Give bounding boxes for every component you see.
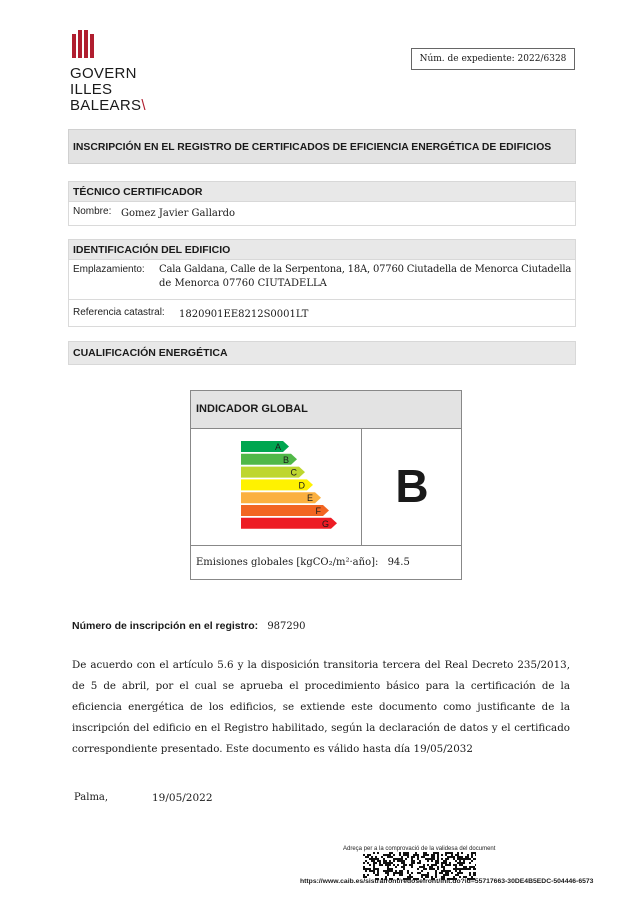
logo-text	[70, 66, 146, 114]
verification-url[interactable]: https://www.caib.es/sistrafront/redosefront/init.do?id=55717663-30DE4B5EDC-504446-6573	[300, 878, 594, 885]
logo-line-2: ILLES	[70, 81, 113, 98]
energy-band-label-a: A	[274, 442, 281, 452]
energy-scale-chart	[191, 428, 361, 545]
emissions-label: Emisiones globales [kgCO₂/m²·año]:	[196, 557, 379, 568]
indicator-heading: INDICADOR GLOBAL	[191, 391, 461, 429]
energy-band-label-d: D	[298, 480, 305, 491]
energy-band-label-e: E	[306, 493, 313, 504]
cualificacion-heading: CUALIFICACIÓN ENERGÉTICA	[68, 341, 576, 365]
energy-band-label-f: F	[315, 506, 321, 516]
indicator-table	[190, 390, 462, 580]
registration-label: Número de inscripción en el registro:	[72, 620, 259, 632]
logo-slash-icon: \	[141, 97, 146, 114]
registration-number: 987290	[267, 621, 306, 632]
location-row	[68, 260, 576, 300]
signature-place: Palma,	[74, 792, 109, 803]
page-title: INSCRIPCIÓN EN EL REGISTRO DE CERTIFICADOS DE EFICIENCIA ENERGÉTICA DE EDIFICIOS	[68, 129, 576, 164]
name-value: Gomez Javier Gallardo	[121, 208, 236, 219]
cadastral-row	[68, 300, 576, 327]
tecnico-heading: TÉCNICO CERTIFICADOR	[68, 181, 576, 202]
emissions-row	[191, 545, 461, 579]
edificio-heading: IDENTIFICACIÓN DEL EDIFICIO	[68, 239, 576, 260]
logo-line-3-text: BALEARS	[70, 97, 142, 114]
signature-date: 19/05/2022	[152, 792, 213, 804]
verification-caption: Adreça per a la comprovació de la validesa del document	[343, 846, 496, 852]
registration-line	[72, 620, 306, 632]
govern-logo	[70, 30, 146, 114]
location-value	[159, 263, 574, 291]
emissions-value: 94.5	[387, 557, 410, 568]
location-line-1: Cala Galdana, Calle de la Serpentona, 18A, 07760 Ciutadella de Menorca Ciutadella	[159, 264, 572, 275]
barcode-icon	[363, 852, 476, 881]
location-label: Emplazamiento:	[73, 264, 145, 275]
energy-scale	[191, 428, 362, 545]
logo-line-1: GOVERN	[70, 65, 137, 82]
energy-band-label-c: C	[290, 467, 297, 478]
expediente-number: Núm. de expediente: 2022/6328	[411, 48, 575, 70]
energy-rating: B	[395, 460, 429, 512]
tecnico-name-row	[68, 202, 576, 226]
energy-band-a	[241, 441, 289, 452]
name-label: Nombre:	[73, 206, 112, 217]
location-line-2: de Menorca 07760 CIUTADELLA	[159, 278, 327, 289]
cadastral-label: Referencia catastral:	[73, 307, 165, 318]
energy-band-label-b: B	[282, 454, 289, 465]
cadastral-value: 1820901EE8212S0001LT	[179, 309, 309, 320]
coat-of-arms-icon	[70, 30, 94, 60]
logo-line-3	[70, 98, 146, 114]
legal-paragraph: De acuerdo con el artículo 5.6 y la disposición transitoria tercera del Real Decreto 235/2013, de 5 de abril, por el cual se aprueba el procedimiento básico para la certificación de la eficiencia energética de los edificios, se extiende este documento como justificante de la inscripción del edificio en el Registro habilitado, según la declaración de datos y el certificado correspondiente presentado. Este documento es válido hasta día 19/05/2032	[72, 659, 570, 755]
energy-band-label-g: G	[321, 518, 329, 529]
